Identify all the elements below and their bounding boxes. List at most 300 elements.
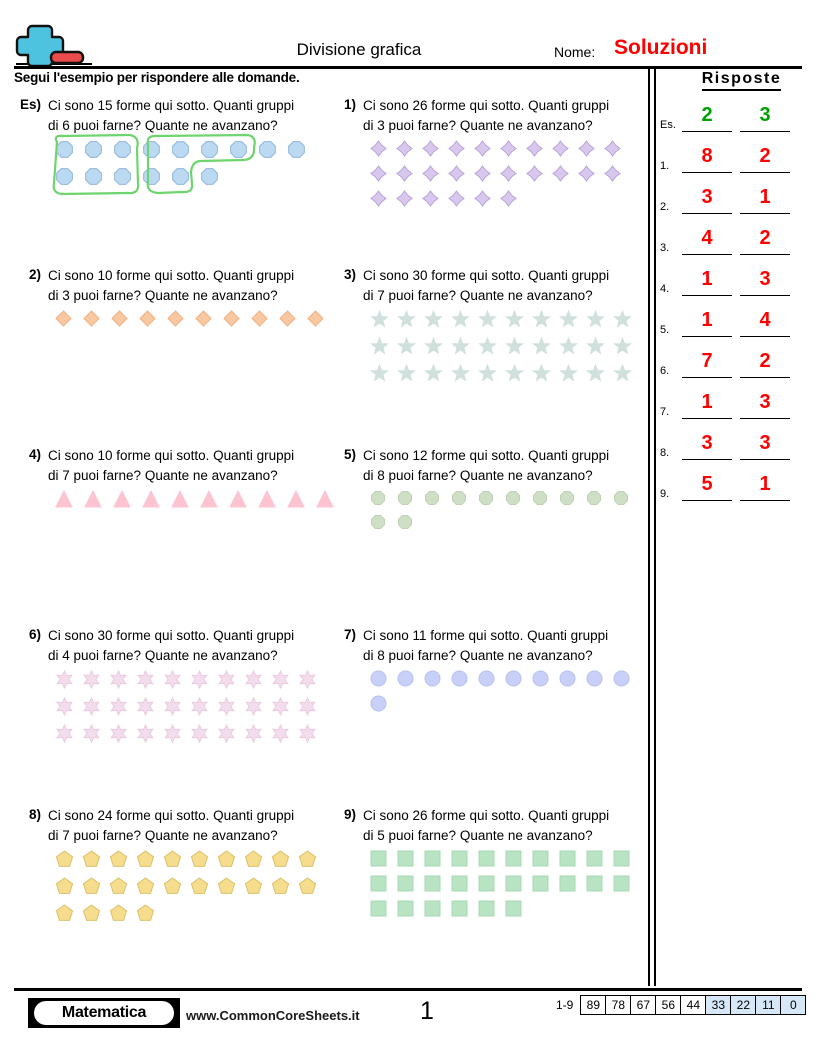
answer-row-label: 5. bbox=[660, 324, 670, 336]
answer-slot-remainder[interactable] bbox=[740, 143, 790, 173]
shape-square-icon bbox=[370, 875, 387, 897]
answer-row-label: 9. bbox=[660, 488, 670, 500]
shape-row bbox=[370, 140, 644, 165]
problem-cell bbox=[14, 626, 329, 806]
shape-group bbox=[55, 310, 329, 335]
shape-star6-icon bbox=[244, 724, 263, 748]
shape-octagon-icon bbox=[84, 140, 103, 164]
shape-diamond-icon bbox=[279, 310, 296, 332]
score-cell: 67 bbox=[630, 995, 656, 1015]
answer-row bbox=[660, 255, 805, 296]
shape-group bbox=[55, 490, 329, 516]
shape-square-icon bbox=[559, 850, 576, 872]
shape-circle-icon bbox=[370, 670, 387, 692]
shape-diamond4-icon bbox=[448, 190, 465, 212]
shape-row bbox=[370, 670, 644, 695]
answer-slot-remainder[interactable] bbox=[740, 266, 790, 296]
shape-diamond4-icon bbox=[448, 165, 465, 187]
score-cell: 33 bbox=[705, 995, 731, 1015]
answer-row bbox=[660, 378, 805, 419]
shape-diamond4-icon bbox=[396, 190, 413, 212]
shape-row bbox=[55, 310, 329, 335]
answer-value-remainder: 1 bbox=[759, 473, 771, 495]
shape-octagon-icon bbox=[397, 514, 413, 535]
problem-row bbox=[14, 806, 644, 956]
shape-triangle-icon bbox=[287, 490, 305, 513]
shape-star6-icon bbox=[55, 670, 74, 694]
instruction-text: Segui l'esempio per rispondere alle domande. bbox=[14, 70, 300, 85]
shape-diamond4-icon bbox=[552, 140, 569, 162]
score-cell: 78 bbox=[605, 995, 631, 1015]
answer-value-remainder: 2 bbox=[759, 350, 771, 372]
shape-square-icon bbox=[559, 875, 576, 897]
shape-circle-icon bbox=[478, 670, 495, 692]
shape-row bbox=[55, 697, 329, 724]
shape-pentagon-icon bbox=[55, 877, 74, 901]
shape-diamond4-icon bbox=[448, 140, 465, 162]
shape-square-icon bbox=[478, 875, 495, 897]
shape-row bbox=[370, 850, 644, 875]
shape-row bbox=[55, 140, 329, 167]
shape-square-icon bbox=[478, 900, 495, 922]
answer-row-label: Es. bbox=[660, 119, 676, 131]
shape-diamond4-icon bbox=[578, 140, 595, 162]
shape-octagon-icon bbox=[370, 490, 386, 511]
shape-star6-icon bbox=[190, 697, 209, 721]
shape-triangle-icon bbox=[55, 490, 73, 513]
name-value: Soluzioni bbox=[614, 36, 708, 59]
shape-star5-icon bbox=[424, 310, 443, 334]
shape-diamond4-icon bbox=[396, 165, 413, 187]
answer-slot-groups[interactable] bbox=[682, 225, 732, 255]
answer-rows bbox=[660, 91, 805, 501]
answer-value-remainder: 3 bbox=[759, 391, 771, 413]
problem-number: 9) bbox=[343, 807, 356, 822]
shape-star5-icon bbox=[532, 337, 551, 361]
answer-value-groups: 7 bbox=[701, 350, 713, 372]
shape-pentagon-icon bbox=[82, 877, 101, 901]
shape-row bbox=[55, 877, 329, 904]
shape-octagon-icon bbox=[200, 140, 219, 164]
shape-circle-icon bbox=[559, 670, 576, 692]
page-title: Divisione grafica bbox=[296, 40, 422, 59]
shape-square-icon bbox=[586, 875, 603, 897]
answer-value-remainder: 2 bbox=[759, 227, 771, 249]
shape-octagon-icon bbox=[532, 490, 548, 511]
problem-text: Ci sono 26 forme qui sotto. Quanti gruppi di 3 puoi farne? Quante ne avanzano? bbox=[363, 98, 610, 133]
shape-star5-icon bbox=[586, 364, 605, 388]
shape-group bbox=[55, 670, 329, 751]
shape-diamond4-icon bbox=[422, 165, 439, 187]
answer-slot-remainder[interactable] bbox=[740, 184, 790, 214]
shape-pentagon-icon bbox=[109, 877, 128, 901]
shape-circle-icon bbox=[451, 670, 468, 692]
problem-text: Ci sono 15 forme qui sotto. Quanti gruppi di 6 puoi farne? Quante ne avanzano? bbox=[48, 98, 295, 133]
shape-star5-icon bbox=[370, 364, 389, 388]
answer-slot-groups[interactable] bbox=[682, 430, 732, 460]
shape-pentagon-icon bbox=[244, 850, 263, 874]
answer-slot-remainder[interactable] bbox=[740, 471, 790, 501]
shape-square-icon bbox=[424, 850, 441, 872]
shape-octagon-icon bbox=[287, 140, 306, 164]
answer-slot-remainder[interactable] bbox=[740, 430, 790, 460]
score-cells bbox=[581, 995, 806, 1015]
shape-circle-icon bbox=[505, 670, 522, 692]
answer-value-remainder: 3 bbox=[759, 268, 771, 290]
answer-value-groups: 4 bbox=[701, 227, 713, 249]
answer-row-label: 4. bbox=[660, 283, 670, 295]
answer-panel-divider-right bbox=[654, 66, 656, 986]
shape-group bbox=[370, 140, 644, 215]
shape-circle-icon bbox=[613, 670, 630, 692]
problem-text: Ci sono 26 forme qui sotto. Quanti gruppi di 5 puoi farne? Quante ne avanzano? bbox=[363, 808, 610, 843]
shape-octagon-icon bbox=[505, 490, 521, 511]
shape-triangle-icon bbox=[113, 490, 131, 513]
shape-pentagon-icon bbox=[271, 877, 290, 901]
answer-row bbox=[660, 173, 805, 214]
shape-star6-icon bbox=[217, 697, 236, 721]
shape-square-icon bbox=[424, 875, 441, 897]
shape-row bbox=[55, 724, 329, 751]
shape-star6-icon bbox=[136, 724, 155, 748]
shape-row bbox=[55, 490, 329, 516]
shape-star5-icon bbox=[532, 364, 551, 388]
shape-diamond4-icon bbox=[604, 140, 621, 162]
shape-star5-icon bbox=[613, 337, 632, 361]
score-cell: 11 bbox=[755, 995, 781, 1015]
shape-diamond4-icon bbox=[526, 140, 543, 162]
shape-square-icon bbox=[397, 900, 414, 922]
answer-panel bbox=[660, 70, 805, 570]
shape-pentagon-icon bbox=[163, 850, 182, 874]
answer-row bbox=[660, 337, 805, 378]
shape-star5-icon bbox=[559, 337, 578, 361]
problem-text: Ci sono 24 forme qui sotto. Quanti gruppi di 7 puoi farne? Quante ne avanzano? bbox=[48, 808, 295, 843]
shape-group bbox=[370, 310, 644, 391]
score-cell: 0 bbox=[780, 995, 806, 1015]
shape-row bbox=[370, 900, 644, 925]
shape-diamond-icon bbox=[307, 310, 324, 332]
problem-text: Ci sono 10 forme qui sotto. Quanti gruppi di 3 puoi farne? Quante ne avanzano? bbox=[48, 268, 295, 303]
shape-star5-icon bbox=[586, 310, 605, 334]
answer-value-groups: 1 bbox=[701, 391, 713, 413]
shape-octagon-icon bbox=[370, 514, 386, 535]
website-url: www.CommonCoreSheets.it bbox=[186, 1008, 360, 1023]
shape-row bbox=[370, 165, 644, 190]
shape-star5-icon bbox=[505, 310, 524, 334]
shape-diamond-icon bbox=[55, 310, 72, 332]
shape-triangle-icon bbox=[258, 490, 276, 513]
shape-star5-icon bbox=[451, 364, 470, 388]
answer-slot-remainder[interactable] bbox=[740, 348, 790, 378]
shape-pentagon-icon bbox=[217, 877, 236, 901]
shape-group bbox=[370, 670, 644, 720]
score-cell: 44 bbox=[680, 995, 706, 1015]
shape-star5-icon bbox=[370, 310, 389, 334]
shape-pentagon-icon bbox=[163, 877, 182, 901]
shape-star5-icon bbox=[532, 310, 551, 334]
answer-row bbox=[660, 419, 805, 460]
answer-row bbox=[660, 296, 805, 337]
shape-diamond-icon bbox=[195, 310, 212, 332]
shape-octagon-icon bbox=[397, 490, 413, 511]
shape-pentagon-icon bbox=[55, 904, 74, 928]
shape-octagon-icon bbox=[142, 167, 161, 191]
shape-group bbox=[370, 490, 644, 538]
shape-octagon-icon bbox=[142, 140, 161, 164]
shape-octagon-icon bbox=[613, 490, 629, 511]
answer-slot-groups[interactable] bbox=[682, 471, 732, 501]
answer-value-groups: 1 bbox=[701, 268, 713, 290]
shape-star6-icon bbox=[298, 697, 317, 721]
score-range-label: 1-9 bbox=[556, 998, 574, 1012]
answer-value-groups: 5 bbox=[701, 473, 713, 495]
answer-slot-groups[interactable] bbox=[682, 389, 732, 419]
brand-label: Matematica bbox=[34, 1001, 174, 1025]
shape-square-icon bbox=[370, 850, 387, 872]
shape-star6-icon bbox=[190, 670, 209, 694]
shape-pentagon-icon bbox=[136, 904, 155, 928]
answer-panel-divider-left bbox=[648, 66, 650, 986]
answer-slot-groups[interactable] bbox=[682, 143, 732, 173]
shape-diamond4-icon bbox=[578, 165, 595, 187]
answer-row bbox=[660, 214, 805, 255]
shape-star6-icon bbox=[217, 670, 236, 694]
problem-cell bbox=[14, 266, 329, 446]
shape-star5-icon bbox=[451, 337, 470, 361]
shape-square-icon bbox=[451, 875, 468, 897]
shape-star6-icon bbox=[82, 724, 101, 748]
answer-row-label: 1. bbox=[660, 160, 670, 172]
shape-square-icon bbox=[505, 900, 522, 922]
shape-diamond4-icon bbox=[604, 165, 621, 187]
problem-row bbox=[14, 626, 644, 806]
problem-number: 4) bbox=[28, 447, 41, 462]
shape-row bbox=[55, 670, 329, 697]
shape-diamond-icon bbox=[251, 310, 268, 332]
shape-pentagon-icon bbox=[298, 850, 317, 874]
shape-octagon-icon bbox=[451, 490, 467, 511]
shape-square-icon bbox=[505, 875, 522, 897]
shape-pentagon-icon bbox=[136, 850, 155, 874]
answer-slot-groups[interactable] bbox=[682, 184, 732, 214]
problem-cell bbox=[14, 96, 329, 266]
score-cell: 89 bbox=[580, 995, 606, 1015]
shape-row bbox=[370, 310, 644, 337]
shape-diamond4-icon bbox=[396, 140, 413, 162]
answer-value-remainder: 2 bbox=[759, 145, 771, 167]
shape-star5-icon bbox=[370, 337, 389, 361]
shape-pentagon-icon bbox=[217, 850, 236, 874]
shape-star6-icon bbox=[163, 724, 182, 748]
shape-row bbox=[55, 850, 329, 877]
shape-star6-icon bbox=[271, 697, 290, 721]
shape-star6-icon bbox=[298, 724, 317, 748]
shape-star6-icon bbox=[55, 724, 74, 748]
shape-triangle-icon bbox=[171, 490, 189, 513]
shape-pentagon-icon bbox=[136, 877, 155, 901]
problem-row bbox=[14, 266, 644, 446]
shape-diamond4-icon bbox=[370, 165, 387, 187]
answer-value-remainder: 3 bbox=[759, 104, 771, 126]
header-divider bbox=[14, 66, 802, 69]
page-header bbox=[14, 22, 802, 68]
shape-circle-icon bbox=[532, 670, 549, 692]
problem-cell bbox=[329, 266, 644, 446]
shape-diamond4-icon bbox=[474, 190, 491, 212]
answer-row-label: 3. bbox=[660, 242, 670, 254]
shape-octagon-icon bbox=[55, 140, 74, 164]
shape-square-icon bbox=[370, 900, 387, 922]
shape-octagon-icon bbox=[229, 140, 248, 164]
plus-minus-logo-icon bbox=[14, 22, 94, 68]
shape-square-icon bbox=[532, 850, 549, 872]
shape-star6-icon bbox=[244, 697, 263, 721]
answer-row-label: 2. bbox=[660, 201, 670, 213]
shape-pentagon-icon bbox=[244, 877, 263, 901]
shape-square-icon bbox=[397, 875, 414, 897]
score-cell: 56 bbox=[655, 995, 681, 1015]
shape-square-icon bbox=[424, 900, 441, 922]
shape-star5-icon bbox=[397, 310, 416, 334]
answer-value-groups: 3 bbox=[701, 432, 713, 454]
answer-row-label: 6. bbox=[660, 365, 670, 377]
problem-number: Es) bbox=[19, 97, 41, 112]
answer-slot-groups[interactable] bbox=[682, 307, 732, 337]
shape-star5-icon bbox=[505, 364, 524, 388]
answers-title: Risposte bbox=[702, 70, 782, 91]
shape-star6-icon bbox=[109, 670, 128, 694]
problem-grid bbox=[14, 96, 644, 956]
answer-slot-groups[interactable] bbox=[682, 266, 732, 296]
shape-diamond4-icon bbox=[500, 140, 517, 162]
shape-square-icon bbox=[613, 875, 630, 897]
problem-number: 8) bbox=[28, 807, 41, 822]
shape-diamond-icon bbox=[223, 310, 240, 332]
answer-row bbox=[660, 132, 805, 173]
shape-octagon-icon bbox=[171, 140, 190, 164]
shape-octagon-icon bbox=[171, 167, 190, 191]
shape-star5-icon bbox=[424, 364, 443, 388]
problem-text: Ci sono 30 forme qui sotto. Quanti gruppi di 7 puoi farne? Quante ne avanzano? bbox=[363, 268, 610, 303]
answer-value-remainder: 1 bbox=[759, 186, 771, 208]
shape-star6-icon bbox=[217, 724, 236, 748]
name-label: Nome: bbox=[554, 44, 596, 60]
footer-divider bbox=[14, 988, 802, 991]
shape-circle-icon bbox=[586, 670, 603, 692]
shape-pentagon-icon bbox=[298, 877, 317, 901]
shape-square-icon bbox=[532, 875, 549, 897]
shape-triangle-icon bbox=[200, 490, 218, 513]
shape-star5-icon bbox=[397, 337, 416, 361]
problem-number: 7) bbox=[343, 627, 356, 642]
problem-text: Ci sono 12 forme qui sotto. Quanti gruppi di 8 puoi farne? Quante ne avanzano? bbox=[363, 448, 610, 483]
shape-star6-icon bbox=[82, 697, 101, 721]
shape-pentagon-icon bbox=[190, 877, 209, 901]
shape-pentagon-icon bbox=[190, 850, 209, 874]
answer-slot-remainder[interactable] bbox=[740, 389, 790, 419]
shape-diamond-icon bbox=[167, 310, 184, 332]
shape-octagon-icon bbox=[55, 167, 74, 191]
answer-value-groups: 8 bbox=[701, 145, 713, 167]
shape-octagon-icon bbox=[559, 490, 575, 511]
shape-star6-icon bbox=[163, 670, 182, 694]
shape-square-icon bbox=[397, 850, 414, 872]
shape-star5-icon bbox=[424, 337, 443, 361]
shape-square-icon bbox=[505, 850, 522, 872]
problem-row bbox=[14, 446, 644, 626]
shape-star5-icon bbox=[478, 337, 497, 361]
brand-badge bbox=[28, 998, 180, 1028]
shape-star5-icon bbox=[397, 364, 416, 388]
shape-square-icon bbox=[613, 850, 630, 872]
problem-cell bbox=[329, 626, 644, 806]
shape-star6-icon bbox=[190, 724, 209, 748]
shape-diamond4-icon bbox=[526, 165, 543, 187]
problem-number: 5) bbox=[343, 447, 356, 462]
shape-circle-icon bbox=[370, 695, 387, 717]
shape-octagon-icon bbox=[113, 140, 132, 164]
page-number: 1 bbox=[420, 997, 434, 1025]
shape-star6-icon bbox=[163, 697, 182, 721]
shape-circle-icon bbox=[397, 670, 414, 692]
shape-circle-icon bbox=[424, 670, 441, 692]
shape-group bbox=[55, 140, 329, 194]
shape-diamond-icon bbox=[139, 310, 156, 332]
problem-cell bbox=[329, 446, 644, 626]
answer-value-remainder: 3 bbox=[759, 432, 771, 454]
answer-slot-groups[interactable] bbox=[682, 348, 732, 378]
problem-number: 6) bbox=[28, 627, 41, 642]
score-table bbox=[556, 995, 806, 1015]
shape-square-icon bbox=[586, 850, 603, 872]
shape-star6-icon bbox=[136, 697, 155, 721]
shape-star5-icon bbox=[478, 364, 497, 388]
problem-text: Ci sono 30 forme qui sotto. Quanti gruppi di 4 puoi farne? Quante ne avanzano? bbox=[48, 628, 295, 663]
shape-group bbox=[55, 850, 329, 931]
shape-diamond4-icon bbox=[474, 140, 491, 162]
shape-triangle-icon bbox=[142, 490, 160, 513]
shape-square-icon bbox=[451, 900, 468, 922]
shape-star6-icon bbox=[82, 670, 101, 694]
answer-slot-remainder[interactable] bbox=[740, 307, 790, 337]
shape-diamond4-icon bbox=[500, 165, 517, 187]
answer-slot-remainder[interactable] bbox=[740, 102, 790, 132]
shape-star5-icon bbox=[613, 310, 632, 334]
shape-row bbox=[55, 904, 329, 931]
answer-slot-groups[interactable] bbox=[682, 102, 732, 132]
shape-row bbox=[370, 875, 644, 900]
answer-slot-remainder[interactable] bbox=[740, 225, 790, 255]
shape-square-icon bbox=[451, 850, 468, 872]
shape-star6-icon bbox=[271, 724, 290, 748]
shape-star5-icon bbox=[451, 310, 470, 334]
answer-value-groups: 3 bbox=[701, 186, 713, 208]
shape-star5-icon bbox=[559, 310, 578, 334]
shape-diamond4-icon bbox=[552, 165, 569, 187]
shape-diamond-icon bbox=[83, 310, 100, 332]
shape-star6-icon bbox=[298, 670, 317, 694]
shape-diamond4-icon bbox=[422, 140, 439, 162]
shape-star6-icon bbox=[55, 697, 74, 721]
answer-row bbox=[660, 460, 805, 501]
problem-number: 1) bbox=[343, 97, 356, 112]
shape-pentagon-icon bbox=[109, 850, 128, 874]
shape-triangle-icon bbox=[84, 490, 102, 513]
shape-star6-icon bbox=[109, 724, 128, 748]
problem-row bbox=[14, 96, 644, 266]
problem-text: Ci sono 10 forme qui sotto. Quanti gruppi di 7 puoi farne? Quante ne avanzano? bbox=[48, 448, 295, 483]
